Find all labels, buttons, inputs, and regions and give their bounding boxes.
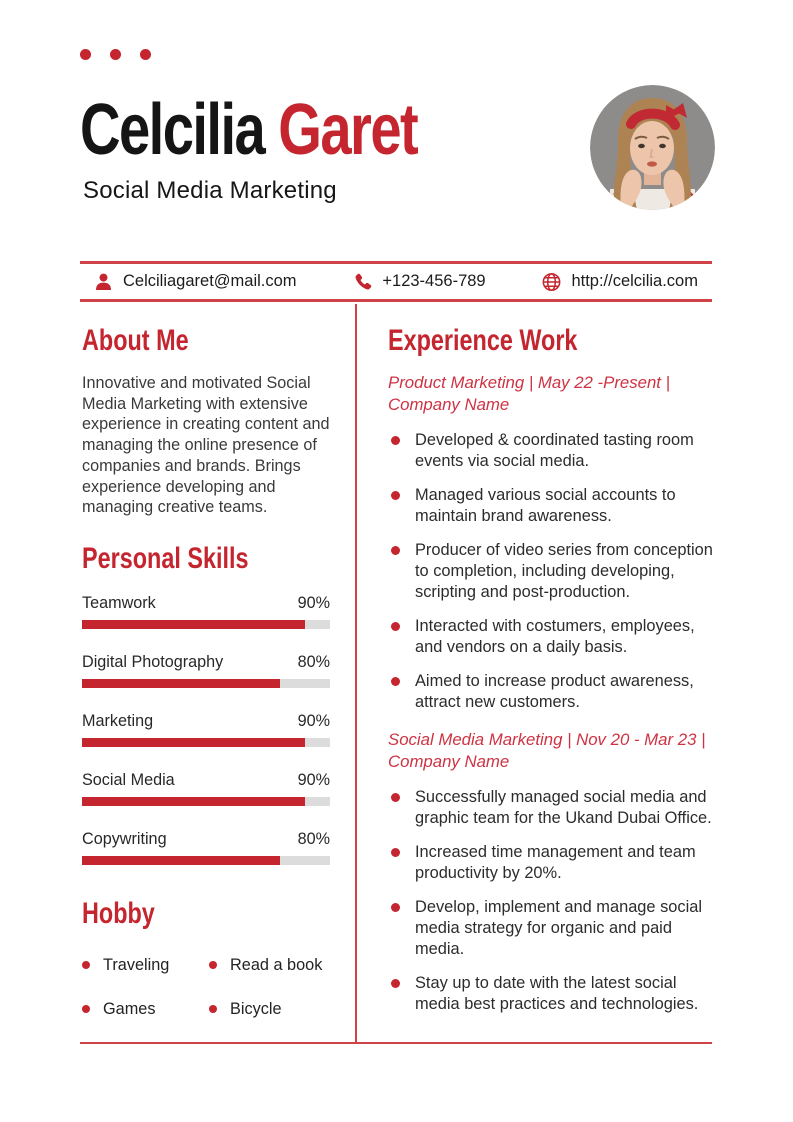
- hobby-label: Games: [103, 999, 156, 1018]
- skill-item: [82, 771, 330, 806]
- skill-label: Marketing: [82, 711, 154, 730]
- skill-bar-fill: [82, 856, 280, 865]
- job-bullet-list: [388, 430, 714, 713]
- skill-label: Copywriting: [82, 829, 167, 848]
- contact-website-value: http://celcilia.com: [571, 272, 698, 290]
- job-bullet: Developed & coordinated tasting room events via social media.: [388, 430, 714, 472]
- footer-line: [80, 1042, 712, 1044]
- job-bullet: Increased time management and team productivity by 20%.: [388, 842, 714, 884]
- person-icon: [94, 272, 113, 291]
- skill-label: Social Media: [82, 770, 175, 789]
- job-bullet: Managed various social accounts to maintain brand awareness.: [388, 485, 714, 527]
- personal-skills-title: Personal Skills: [82, 541, 249, 575]
- bullet-icon: [82, 961, 90, 969]
- hobby-section: [82, 896, 330, 1019]
- bullet-icon: [209, 1005, 217, 1013]
- globe-icon: [542, 272, 561, 291]
- woman-portrait-illustration: [590, 85, 715, 210]
- profile-photo: [590, 85, 715, 210]
- skill-item: [82, 653, 330, 688]
- skill-bar-fill: [82, 738, 305, 747]
- hobby-item: [209, 956, 330, 975]
- job-bullet: Producer of video series from conception to completion, including developing, scripting and post-production.: [388, 540, 714, 603]
- bullet-icon: [82, 1005, 90, 1013]
- decoration-dot: [140, 49, 151, 60]
- skill-item: [82, 712, 330, 747]
- job-bullet: Interacted with costumers, employees, and vendors on a daily basis.: [388, 616, 714, 658]
- contact-website[interactable]: [542, 272, 698, 291]
- skill-bar-track: [82, 620, 330, 629]
- skill-list: [82, 594, 330, 865]
- about-me-text: Innovative and motivated Social Media Marketing with extensive experience in creating content and managing the online presence of companies and brands. Brings experience developing and managing creative teams.: [82, 374, 330, 517]
- hobby-item: [209, 1000, 330, 1019]
- about-me-title: About Me: [82, 324, 189, 357]
- job-bullet: Aimed to increase product awareness, attract new customers.: [388, 671, 714, 713]
- skill-item: [82, 830, 330, 865]
- skill-label: Teamwork: [82, 593, 156, 612]
- personal-skills-section: [82, 541, 330, 865]
- job-bullet: Develop, implement and manage social media strategy for organic and paid media.: [388, 897, 714, 960]
- skill-item: [82, 594, 330, 629]
- hobby-item: [82, 1000, 209, 1019]
- hobby-list: [82, 956, 330, 1019]
- skill-bar-track: [82, 856, 330, 865]
- skill-bar-fill: [82, 679, 280, 688]
- hobby-label: Bicycle: [230, 999, 282, 1018]
- skill-bar-fill: [82, 620, 305, 629]
- job-title: Social Media Marketing: [83, 177, 337, 204]
- first-name: Celcilia: [80, 90, 265, 170]
- skill-bar-track: [82, 738, 330, 747]
- decoration-dots: [80, 49, 151, 60]
- decoration-dot: [110, 49, 121, 60]
- job-bullet-list: [388, 787, 714, 1015]
- hobby-item: [82, 956, 209, 975]
- skill-percent: 90%: [297, 770, 330, 789]
- skill-percent: 80%: [297, 829, 330, 848]
- job-heading: Product Marketing | May 22 -Present | Company Name: [388, 373, 670, 414]
- hobby-label: Read a book: [230, 955, 323, 974]
- contact-bar: [80, 261, 712, 302]
- hobby-title: Hobby: [82, 896, 155, 930]
- skill-percent: 90%: [297, 711, 330, 730]
- skill-bar-track: [82, 797, 330, 806]
- hobby-label: Traveling: [103, 955, 170, 974]
- decoration-dot: [80, 49, 91, 60]
- contact-phone[interactable]: [353, 272, 485, 291]
- job-bullet: Stay up to date with the latest social media best practices and technologies.: [388, 973, 714, 1015]
- job-bullet: Successfully managed social media and graphic team for the Ukand Dubai Office.: [388, 787, 714, 829]
- right-column: [388, 326, 714, 1028]
- bullet-icon: [209, 961, 217, 969]
- skill-label: Digital Photography: [82, 652, 224, 671]
- contact-email-value: Celciliagaret@mail.com: [123, 272, 297, 290]
- left-column: [82, 326, 330, 1019]
- phone-icon: [353, 272, 372, 291]
- job-heading: Social Media Marketing | Nov 20 - Mar 23 | Company Name: [388, 730, 706, 771]
- skill-bar-track: [82, 679, 330, 688]
- skill-bar-fill: [82, 797, 305, 806]
- experience-work-title: Experience Work: [388, 324, 578, 357]
- contact-email[interactable]: [94, 272, 297, 291]
- last-name: Garet: [278, 90, 418, 170]
- contact-phone-value: +123-456-789: [382, 272, 486, 290]
- person-name: [80, 90, 512, 170]
- skill-percent: 80%: [297, 652, 330, 671]
- column-divider-line: [355, 304, 357, 1042]
- skill-percent: 90%: [297, 593, 330, 612]
